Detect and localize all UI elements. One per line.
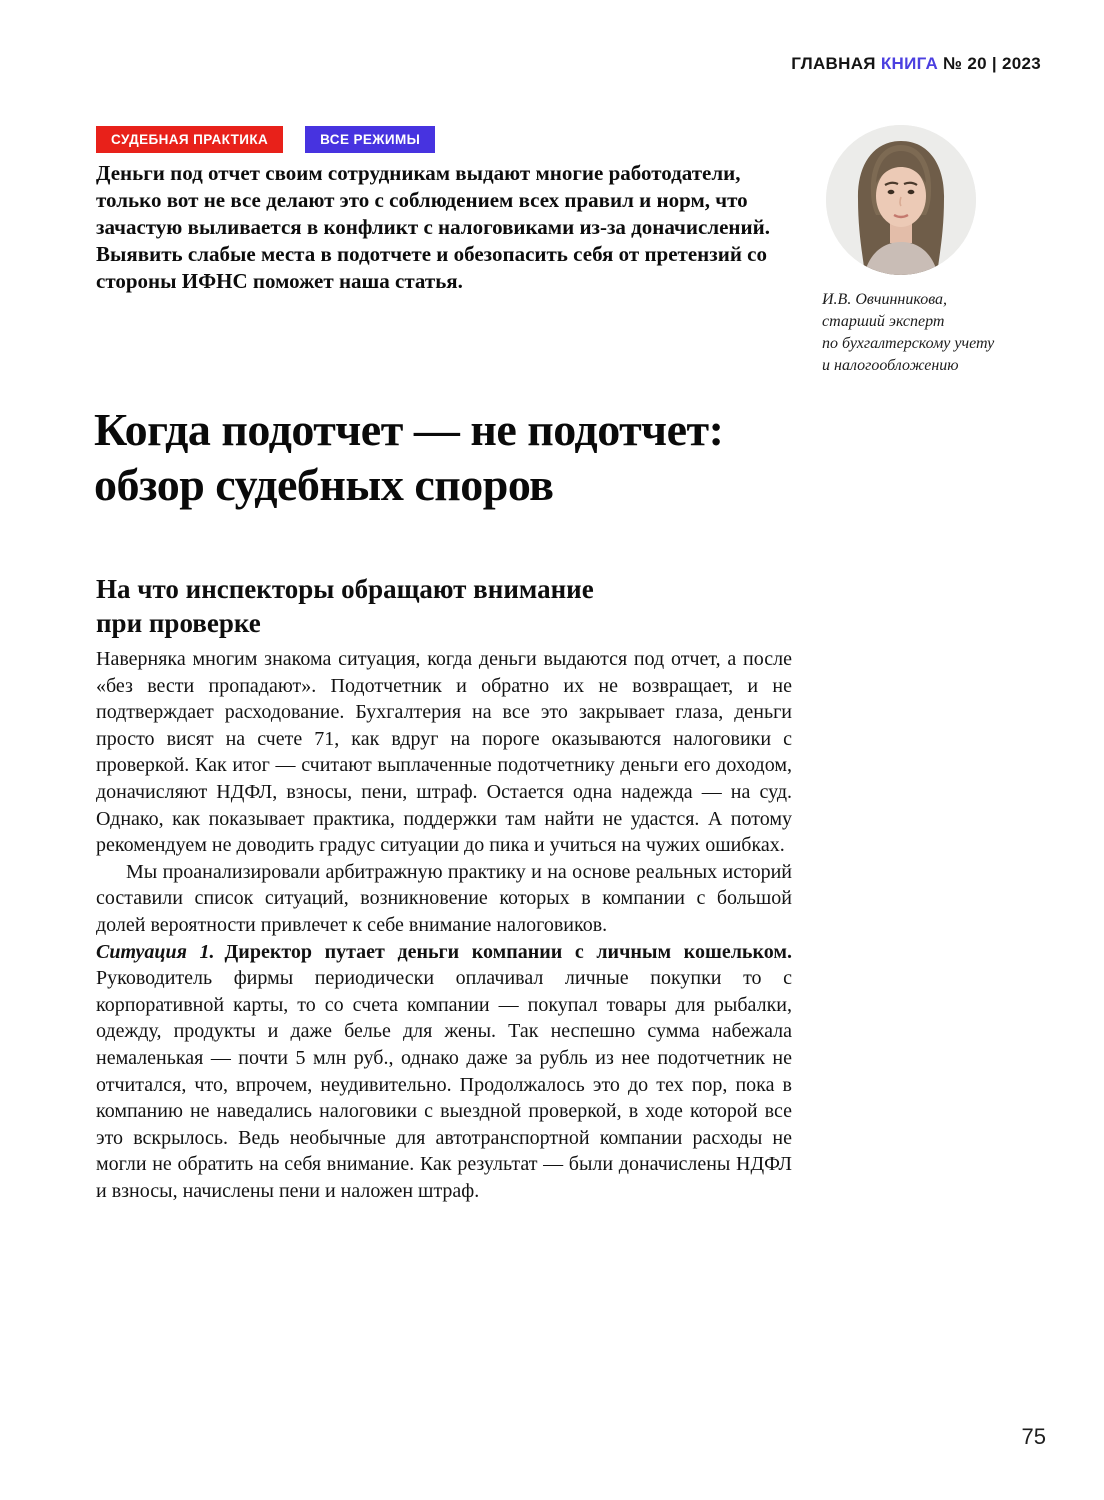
situation-1-text: Руководитель фирмы периодически оплачивал личные покупки то с корпоративной карты, то со счета компании — покупал товары для рыбалки, одежду, продукты и даже белье для жены. Так неспешно сумма набежала немаленькая — почти 5 млн руб., однако даже за рубль из нее подотчетник не отчитался, что, впрочем, неудивительно. Продолжалось это до тех пор, пока в компанию не наведались налоговики с выездной проверкой, в ходе которой все это вскрылось. Ведь необычные для автотранспортной компании расходы не могли не обратить на себя внимание. Как результат — были доначислены НДФЛ и взносы, начислены пени и наложен штраф. bbox=[96, 967, 792, 1202]
lead-paragraph: Деньги под отчет своим сотрудникам выдают многие работодатели, только вот не все делают это с соблюдением всех правил и норм, что зачастую выливается в конфликт с налоговиками из-за доначислений. Выявить слабые места в подотчете и обезопасить себя от претензий со стороны ИФНС поможет наша статья. bbox=[96, 161, 770, 293]
section-heading-line1: На что инспекторы обращают внимание bbox=[96, 574, 594, 604]
body-paragraph-1: Наверняка многим знакома ситуация, когда деньги выдаются под отчет, а после «без вести пропадают». Подотчетник и обратно их не возвращает, и не подтверждает расходование. Бухгалтерия на все это закрывает глаза, деньги просто висят на счете 71, как вдруг на пороге оказываются налоговики с проверкой. Как итог — считают выплаченные подотчетнику деньги его доходом, доначисляют НДФЛ, взносы, пени, штраф. Остается одна надежда — на суд. Однако, как показывает практика, поддержки там найти не удастся. А потому рекомендуем не доводить градус ситуации до пика и учиться на чужих ошибках. bbox=[96, 648, 792, 857]
situation-1-paragraph bbox=[96, 939, 792, 1205]
tag-all-regimes: ВСЕ РЕЖИМЫ bbox=[305, 126, 435, 153]
author-name: И.В. Овчинникова, bbox=[822, 291, 948, 308]
tag-court-practice: СУДЕБНАЯ ПРАКТИКА bbox=[96, 126, 283, 153]
situation-1-label: Ситуация 1. bbox=[96, 940, 215, 963]
article-title-line2: обзор судебных споров bbox=[94, 459, 554, 510]
section-heading bbox=[96, 572, 594, 640]
author-portrait-illustration bbox=[826, 125, 976, 275]
issue-number: № 20 | 2023 bbox=[943, 54, 1041, 73]
author-caption bbox=[822, 289, 1032, 377]
magazine-name-black: ГЛАВНАЯ bbox=[791, 54, 876, 73]
author-role-line2: по бухгалтерскому учету bbox=[822, 335, 995, 352]
article-title bbox=[94, 402, 723, 512]
body-paragraph-2: Мы проанализировали арбитражную практику и на основе реальных историй составили список ситуаций, возникновение которых в компании с большой долей вероятности привлечет к себе внимание налоговиков. bbox=[96, 860, 792, 936]
magazine-name-accent: КНИГА bbox=[880, 54, 939, 73]
author-photo bbox=[826, 125, 976, 275]
author-block bbox=[822, 125, 1032, 377]
article-title-line1: Когда подотчет — не подотчет: bbox=[94, 404, 724, 455]
masthead bbox=[791, 54, 1041, 74]
author-role-line1: старший эксперт bbox=[822, 313, 945, 330]
situation-1-bold-lead: Директор путает деньги компании с личным кошельком. bbox=[224, 940, 793, 963]
author-role-line3: и налогообложению bbox=[822, 357, 959, 374]
section-heading-line2: при проверке bbox=[96, 608, 261, 638]
body-column bbox=[96, 646, 792, 1204]
tag-row bbox=[96, 126, 435, 153]
page-number: 75 bbox=[1021, 1424, 1046, 1449]
